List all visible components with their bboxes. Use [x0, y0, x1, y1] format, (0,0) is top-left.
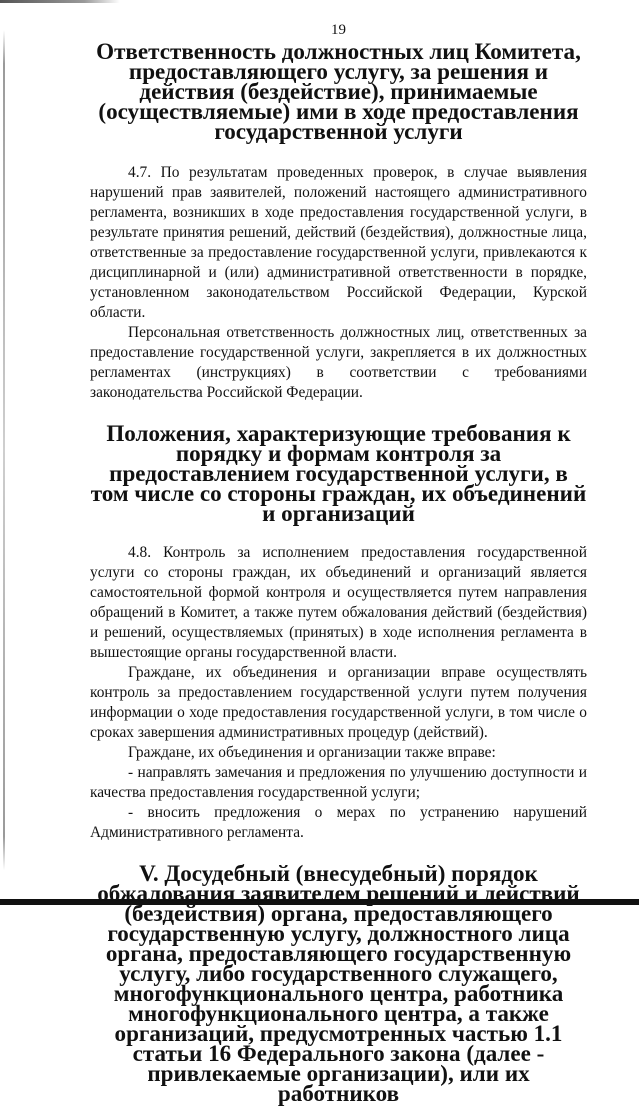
page-number: 19	[331, 22, 346, 38]
section-pretrial-appeal	[90, 860, 587, 1106]
scan-edge-top	[0, 0, 120, 3]
paragraph-4-8: 4.8. Контроль за исполнением предоставления государственной услуги со стороны граждан, их объединений и организаций является самостоятельной формой контроля и осуществляется путем направления обращений в Комитет, а также путем обжалования действий (бездействия) и решений, осуществляемых (принятых) в ходе исполнения регламента в вышестоящие органы государственной власти.	[90, 544, 587, 661]
section-officials-responsibility	[90, 38, 587, 403]
paragraph-citizens-rights: Граждане, их объединения и организации также вправе:	[128, 744, 496, 761]
section-heading: Положения, характеризующие требования к порядку и формам контроля за предоставлением государственной услуги, в том числе со стороны граждан, их объединений и организаций	[90, 420, 587, 526]
section-heading: V. Досудебный (внесудебный) порядок обжалования заявителем решений и действий (бездействия) органа, предоставляющего государственную услугу, должностного лица органа, предоставляющего государственную услугу, либо государственного служащего, многофункционального центра, работника многофункционального центра, а также организаций, предусмотренных частью 1.1 статьи 16 Федерального закона (далее - привлекаемые организации), или их работников	[97, 860, 580, 1106]
section-control-requirements	[90, 420, 587, 843]
paragraph-personal-responsibility: Персональная ответственность должностных лиц, ответственных за предоставление государственной услуги, закрепляется в их должностных регламентах (инструкциях) в соответствии с требованиями законодательства Российской Федерации.	[90, 324, 587, 401]
document-page	[90, 20, 587, 1106]
paragraph-citizens-control: Граждане, их объединения и организации вправе осуществлять контроль за предоставлением государственной услуги путем получения информации о ходе предоставления государственной услуги, в том числе о сроках завершения административных процедур (действий).	[90, 664, 587, 741]
list-item-proposals: - вносить предложения о мерах по устранению нарушений Административного регламента.	[90, 804, 587, 841]
paragraph-4-7: 4.7. По результатам проведенных проверок, в случае выявления нарушений прав заявителей, положений настоящего административного регламента, возникших в ходе предоставления государственной услуги, в результате принятия решений, действий (бездействия), должностные лица, ответственные за предоставление государственной услуги, привлекаются к дисциплинарной и (или) административной ответственности в порядке, установленном законодательством Российской Федерации, Курской области.	[90, 164, 587, 321]
scan-edge-left	[3, 30, 5, 870]
section-heading: Ответственность должностных лиц Комитета, предоставляющего услугу, за решения и действия (бездействие), принимаемые (осуществляемые) ими в ходе предоставления государственной услуги	[96, 38, 581, 144]
list-item-remarks: - направлять замечания и предложения по улучшению доступности и качества предоставления государственной услуги;	[90, 764, 587, 801]
